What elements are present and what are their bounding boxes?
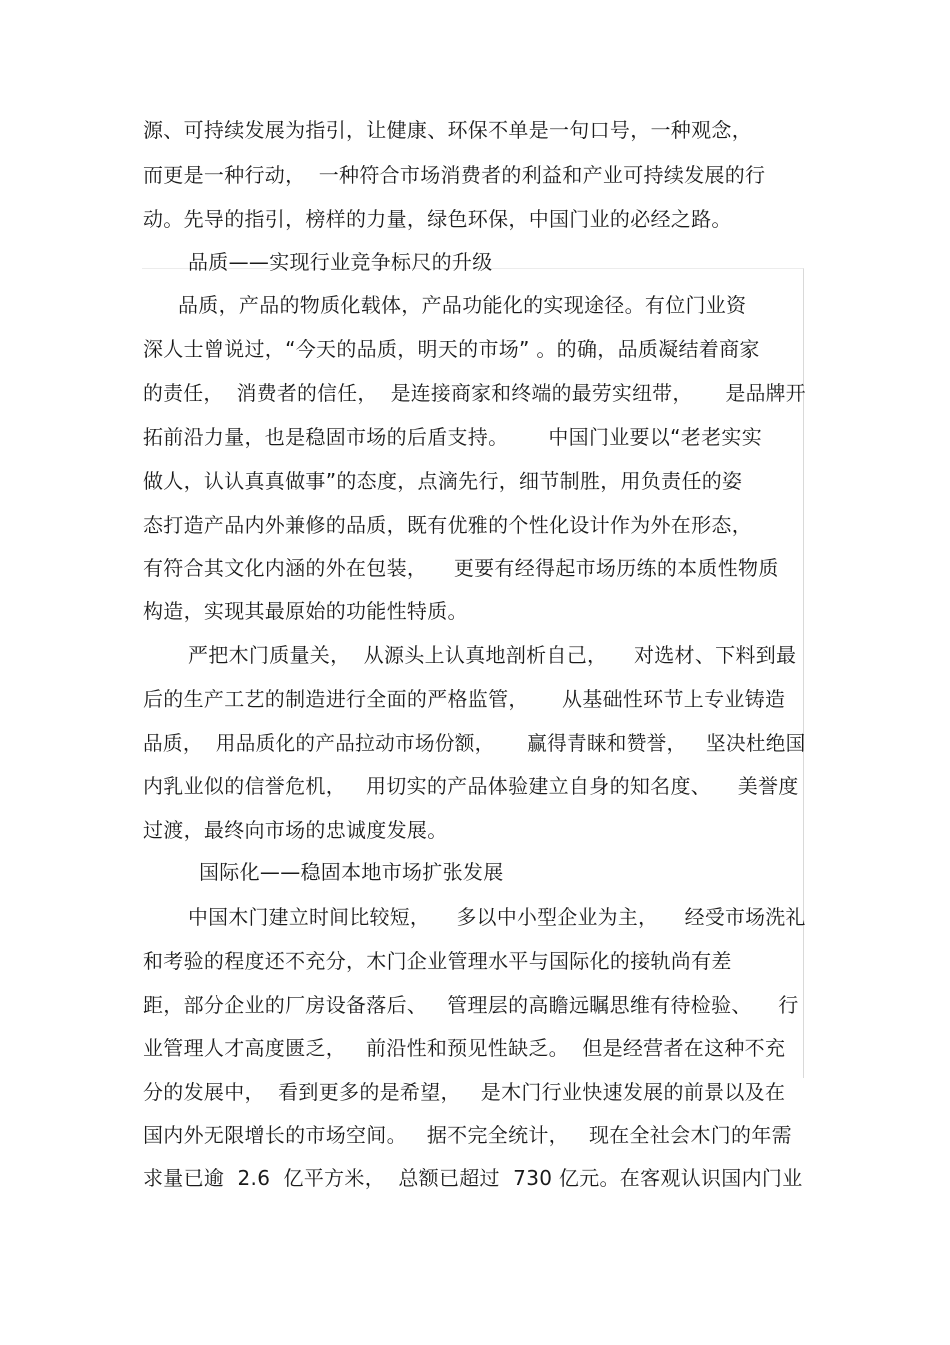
text-line: 构造，实现其最原始的功能性特质。 — [143, 599, 468, 623]
text-line: 源、可持续发展为指引，让健康、环保不单是一句口号，一种观念， — [143, 118, 752, 142]
section-heading: 品质——实现行业竞争标尺的升级 — [188, 250, 493, 274]
text-line: 距，部分企业的厂房设备落后、 管理层的高瞻远瞩思维有待检验、 行 — [143, 993, 799, 1017]
text-line: 态打造产品内外兼修的品质，既有优雅的个性化设计作为外在形态， — [143, 513, 752, 537]
text-line: 拓前沿力量，也是稳固市场的后盾支持。 中国门业要以“老老实实 — [143, 425, 763, 449]
text-line: 品质， 用品质化的产品拉动市场份额， 赢得青睐和赞誉， 坚决杜绝国 — [143, 731, 806, 755]
text-line: 动。先导的指引，榜样的力量，绿色环保，中国门业的必经之路。 — [143, 207, 732, 231]
text-line: 做人，认认真真做事”的态度，点滴先行，细节制胜，用负责任的姿 — [143, 469, 743, 493]
section-heading: 国际化——稳固本地市场扩张发展 — [199, 860, 504, 884]
text-line: 国内外无限增长的市场空间。 据不完全统计， 现在全社会木门的年需 — [143, 1123, 792, 1147]
text-line: 过渡，最终向市场的忠诚度发展。 — [143, 818, 448, 842]
text-line: 有符合其文化内涵的外在包装， 更要有经得起市场历练的本质性物质 — [143, 556, 779, 580]
text-line: 求量已逾 2.6 亿平方米， 总额已超过 730 亿元。在客观认识国内门业 — [143, 1166, 803, 1190]
text-line: 内乳业似的信誉危机， 用切实的产品体验建立自身的知名度、 美誉度 — [143, 774, 799, 798]
text-line: 后的生产工艺的制造进行全面的严格监管， 从基础性环节上专业铸造 — [143, 687, 786, 711]
text-line: 品质，产品的物质化载体，产品功能化的实现途径。有位门业资 — [178, 293, 747, 317]
text-line: 的责任， 消费者的信任， 是连接商家和终端的最劳实纽带， 是品牌开 — [143, 381, 806, 405]
text-line: 而更是一种行动， 一种符合市场消费者的利益和产业可持续发展的行 — [143, 163, 766, 187]
text-line: 业管理人才高度匮乏， 前沿性和预见性缺乏。 但是经营者在这种不充 — [143, 1036, 786, 1060]
text-line: 分的发展中， 看到更多的是希望， 是木门行业快速发展的前景以及在 — [143, 1080, 786, 1104]
text-line: 中国木门建立时间比较短， 多以中小型企业为主， 经受市场洗礼 — [188, 905, 806, 929]
text-line: 严把木门质量关， 从源头上认真地剖析自己， 对选材、下料到最 — [188, 643, 797, 667]
text-line: 和考验的程度还不充分，木门企业管理水平与国际化的接轨尚有差 — [143, 949, 732, 973]
text-line: 深人士曾说过，“今天的品质，明天的市场” 。的确，品质凝结着商家 — [143, 337, 760, 361]
